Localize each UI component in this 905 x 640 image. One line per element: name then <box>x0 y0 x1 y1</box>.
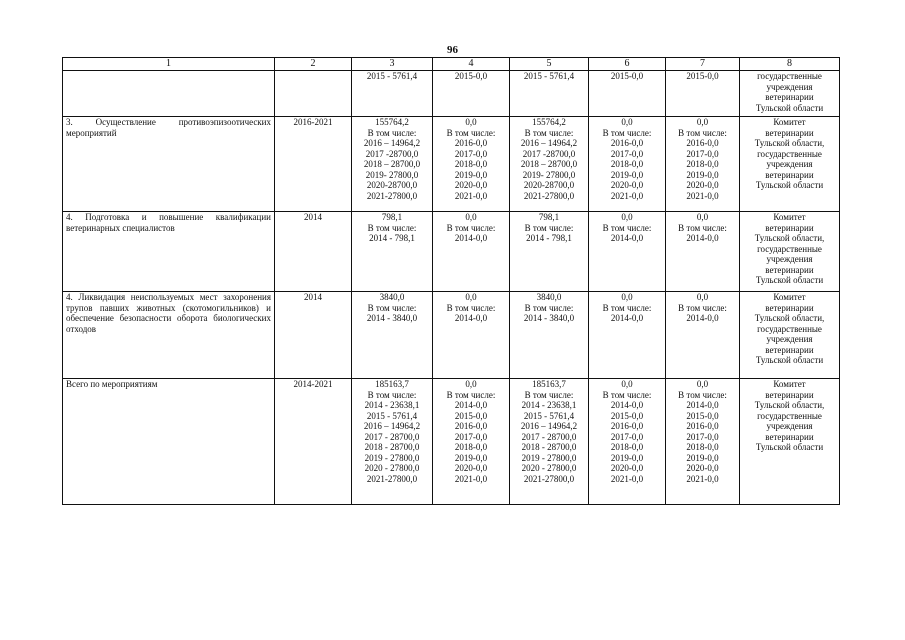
column-header: 1 <box>63 58 275 71</box>
total-cell <box>352 379 433 505</box>
cell-line: ветеринарии <box>765 127 814 138</box>
cell-line: В том числе: <box>524 389 574 400</box>
municipal-cell <box>589 379 666 505</box>
cell-line: В том числе: <box>446 127 496 138</box>
executor-cell <box>740 379 840 505</box>
federal-cell <box>433 212 510 292</box>
cell-line: 2016-0,0 <box>454 421 488 431</box>
activity-name-cell: 4. Подготовка и повышение квалификации ветеринарных специалистов <box>63 212 275 292</box>
header-row <box>63 58 840 71</box>
cell-line: 2016 – 14964,2 <box>520 421 578 431</box>
total-cell <box>352 292 433 379</box>
federal-cell <box>433 117 510 212</box>
cell-line: 185163,7 <box>532 379 566 389</box>
cell-line: 2017-0,0 <box>610 431 644 442</box>
cell-line: 2018-0,0 <box>686 442 719 452</box>
cell-line: 0,0 <box>621 117 633 127</box>
cell-line: 2016 – 14964,2 <box>363 138 421 148</box>
cell-line: 798,1 <box>381 212 403 222</box>
other-cell <box>666 379 740 505</box>
cell-line: 2019-0,0 <box>454 169 488 180</box>
cell-line: 0,0 <box>696 212 709 222</box>
cell-line: 2017-0,0 <box>686 148 719 159</box>
cell-line: 2020-0,0 <box>610 463 644 473</box>
cell-line: 0,0 <box>696 379 709 389</box>
period-cell: 2014 <box>275 212 352 292</box>
cell-line: В том числе: <box>678 222 727 233</box>
cell-line: 2019-0,0 <box>610 169 644 180</box>
cell-line: 2016-0,0 <box>610 138 644 148</box>
cell-line: 2018 - 28700,0 <box>364 442 420 452</box>
executor-cell <box>740 292 840 379</box>
cell-line: ветеринарии <box>765 344 814 355</box>
cell-line: 2016 – 14964,2 <box>520 138 578 148</box>
cell-line: 2019- 27800,0 <box>365 169 419 180</box>
cell-line: 2014-0,0 <box>610 313 644 323</box>
cell-line: 2020-0,0 <box>454 463 488 473</box>
cell-line: 2019-0,0 <box>610 452 644 463</box>
cell-line: 0,0 <box>621 212 633 222</box>
cell-line: 2014 - 23638,1 <box>364 400 420 410</box>
cell-line: учреждения <box>766 254 813 264</box>
other-cell <box>666 292 740 379</box>
total-cell <box>352 71 433 117</box>
cell-line: 185163,7 <box>375 379 409 389</box>
cell-line: 2018-0,0 <box>610 159 644 169</box>
cell-line: Тульской области <box>755 102 824 113</box>
cell-line: учреждения <box>766 159 813 169</box>
cell-line: 2014 - 3840,0 <box>523 313 575 323</box>
cell-line: 2014-0,0 <box>610 400 644 410</box>
cell-line: 2014 - 798,1 <box>526 233 572 243</box>
executor-cell <box>740 117 840 212</box>
cell-line: 2021-0,0 <box>610 190 644 201</box>
cell-line: 2018 – 28700,0 <box>520 159 578 169</box>
cell-line: В том числе: <box>602 302 652 313</box>
table-body <box>63 71 840 505</box>
cell-line: 2018-0,0 <box>610 442 644 452</box>
cell-line: 2014 - 23638,1 <box>521 400 577 410</box>
municipal-cell <box>589 117 666 212</box>
regional-cell <box>510 117 589 212</box>
cell-line: 0,0 <box>621 292 633 302</box>
cell-line: 0,0 <box>621 379 633 389</box>
regional-cell <box>510 71 589 117</box>
cell-line: ветеринарии <box>765 302 814 313</box>
table-row <box>63 292 840 379</box>
federal-cell <box>433 71 510 117</box>
cell-line: ветеринарии <box>765 169 814 180</box>
cell-line: 2014-0,0 <box>454 313 488 323</box>
activity-name-cell: 3. Осуществление противоэпизоотических мероприятий <box>63 117 275 212</box>
federal-cell <box>433 379 510 505</box>
cell-line: 2017 - 28700,0 <box>521 431 577 442</box>
column-header: 2 <box>275 58 352 71</box>
cell-line: 2015-0,0 <box>686 71 719 81</box>
regional-cell <box>510 379 589 505</box>
cell-line: 2021-0,0 <box>454 190 488 201</box>
regional-cell <box>510 292 589 379</box>
cell-line: 2014-0,0 <box>686 400 719 410</box>
cell-line: В том числе: <box>602 222 652 233</box>
cell-line: В том числе: <box>524 302 574 313</box>
total-cell <box>352 117 433 212</box>
period-cell <box>275 71 352 117</box>
cell-line: 2019 - 27800,0 <box>521 452 577 463</box>
cell-line: Тульской области, <box>754 313 825 323</box>
cell-line: 2021-27800,0 <box>523 473 575 484</box>
table-row <box>63 71 840 117</box>
cell-line: 2019 - 27800,0 <box>364 452 420 463</box>
municipal-cell <box>589 212 666 292</box>
cell-line: 2014-0,0 <box>610 233 644 243</box>
cell-line: 2020 - 27800,0 <box>521 463 577 473</box>
other-cell <box>666 212 740 292</box>
cell-line: 2021-27800,0 <box>366 473 418 484</box>
cell-line: 2021-0,0 <box>610 473 644 484</box>
cell-line: В том числе: <box>602 389 652 400</box>
cell-line: 0,0 <box>465 212 477 222</box>
cell-line: 2020-0,0 <box>686 180 719 190</box>
federal-cell <box>433 292 510 379</box>
cell-line: 3840,0 <box>536 292 562 302</box>
cell-line: 2017-0,0 <box>686 431 719 442</box>
cell-line: В том числе: <box>367 222 417 233</box>
cell-line: 2020-0,0 <box>454 180 488 190</box>
cell-line: В том числе: <box>446 389 496 400</box>
cell-line: Тульской области <box>755 442 824 452</box>
column-header: 7 <box>666 58 740 71</box>
cell-line: Тульской области <box>755 355 824 365</box>
cell-line: 0,0 <box>465 379 477 389</box>
cell-line: 2014-0,0 <box>686 313 719 323</box>
cell-line: 2017-0,0 <box>610 148 644 159</box>
other-cell <box>666 117 740 212</box>
cell-line: Комитет <box>773 117 806 127</box>
cell-line: В том числе: <box>446 302 496 313</box>
executor-cell <box>740 212 840 292</box>
cell-line: 2021-27800,0 <box>523 190 575 201</box>
cell-line: 155764,2 <box>375 117 409 127</box>
cell-line: Комитет <box>773 379 806 389</box>
cell-line: 2020-0,0 <box>610 180 644 190</box>
table-row <box>63 212 840 292</box>
cell-line: 2019-0,0 <box>454 452 488 463</box>
column-header: 3 <box>352 58 433 71</box>
cell-line: 2014-0,0 <box>454 233 488 243</box>
cell-line: 2015-0,0 <box>610 410 644 421</box>
cell-line: 2015-0,0 <box>454 71 488 81</box>
cell-line: В том числе: <box>367 302 417 313</box>
cell-line: 0,0 <box>465 292 477 302</box>
cell-line: учреждения <box>766 81 813 92</box>
cell-line: 2020-28700,0 <box>366 180 418 190</box>
cell-line: ветеринарии <box>765 431 814 442</box>
cell-line: В том числе: <box>446 222 496 233</box>
cell-line: 2020-0,0 <box>686 463 719 473</box>
cell-line: государственные <box>757 410 822 421</box>
table-row <box>63 117 840 212</box>
cell-line: В том числе: <box>678 127 727 138</box>
cell-line: 2016-0,0 <box>686 421 719 431</box>
activity-name-cell: 4. Ликвидация неиспользуемых мест захоронения трупов павших животных (скотомогильников) и обеспечение безопасности оборота биологических отходов <box>63 292 275 379</box>
cell-line: Тульской области <box>755 180 824 190</box>
cell-line: 2017 -28700,0 <box>365 148 419 159</box>
cell-line: 2019- 27800,0 <box>522 169 576 180</box>
cell-line: 2014 - 798,1 <box>369 233 415 243</box>
period-cell: 2016-2021 <box>275 117 352 212</box>
cell-line: 2021-27800,0 <box>366 190 418 201</box>
column-header: 4 <box>433 58 510 71</box>
cell-line: 2016 – 14964,2 <box>363 421 421 431</box>
cell-line: 2020-28700,0 <box>523 180 575 190</box>
column-header: 8 <box>740 58 840 71</box>
cell-line: 2016-0,0 <box>610 421 644 431</box>
cell-line: 0,0 <box>465 117 477 127</box>
cell-line: 798,1 <box>538 212 560 222</box>
total-cell <box>352 212 433 292</box>
cell-line: государственные <box>757 243 822 254</box>
column-header: 5 <box>510 58 589 71</box>
cell-line: ветеринарии <box>765 222 814 233</box>
cell-line: В том числе: <box>524 127 574 138</box>
cell-line: 2018 – 28700,0 <box>363 159 421 169</box>
cell-line: государственные <box>757 71 822 81</box>
cell-line: учреждения <box>766 334 813 344</box>
cell-line: 2018-0,0 <box>454 442 488 452</box>
cell-line: 2016-0,0 <box>686 138 719 148</box>
executor-cell <box>740 71 840 117</box>
cell-line: 2015 - 5761,4 <box>523 71 575 81</box>
cell-line: 2021-0,0 <box>454 473 488 484</box>
activity-name-cell <box>63 71 275 117</box>
cell-line: 2014 - 3840,0 <box>366 313 418 323</box>
cell-line: В том числе: <box>367 389 417 400</box>
cell-line: Тульской области <box>755 275 824 285</box>
cell-line: 2020 - 27800,0 <box>364 463 420 473</box>
cell-line: В том числе: <box>678 302 727 313</box>
activity-name-cell: Всего по мероприятиям <box>63 379 275 505</box>
cell-line: Тульской области, <box>754 233 825 243</box>
cell-line: Комитет <box>773 292 806 302</box>
cell-line: 3840,0 <box>379 292 405 302</box>
other-cell <box>666 71 740 117</box>
cell-line: Комитет <box>773 212 806 222</box>
cell-line: 2019-0,0 <box>686 452 719 463</box>
cell-line: 2021-0,0 <box>686 473 719 484</box>
period-cell: 2014 <box>275 292 352 379</box>
cell-line: 2015-0,0 <box>686 410 719 421</box>
cell-line: 2017 -28700,0 <box>522 148 576 159</box>
cell-line: 2015 - 5761,4 <box>523 410 575 421</box>
cell-line: 2015 - 5761,4 <box>366 410 418 421</box>
cell-line: 0,0 <box>696 117 709 127</box>
cell-line: 2015 - 5761,4 <box>366 71 418 81</box>
cell-line: 2017-0,0 <box>454 431 488 442</box>
cell-line: 2018 - 28700,0 <box>521 442 577 452</box>
cell-line: 2015-0,0 <box>454 410 488 421</box>
page-number: 96 <box>447 44 458 56</box>
cell-line: В том числе: <box>524 222 574 233</box>
municipal-cell <box>589 71 666 117</box>
cell-line: государственные <box>757 323 822 334</box>
cell-line: 2016-0,0 <box>454 138 488 148</box>
cell-line: ветеринарии <box>765 264 814 275</box>
cell-line: 155764,2 <box>532 117 566 127</box>
municipal-cell <box>589 292 666 379</box>
cell-line: Тульской области, <box>754 400 825 410</box>
cell-line: 0,0 <box>696 292 709 302</box>
column-header: 6 <box>589 58 666 71</box>
cell-line: 2015-0,0 <box>610 71 644 81</box>
period-cell: 2014-2021 <box>275 379 352 505</box>
cell-line: государственные <box>757 148 822 159</box>
cell-line: 2021-0,0 <box>686 190 719 201</box>
regional-cell <box>510 212 589 292</box>
cell-line: Тульской области, <box>754 138 825 148</box>
cell-line: 2017 - 28700,0 <box>364 431 420 442</box>
program-table <box>62 57 840 505</box>
cell-line: 2014-0,0 <box>686 233 719 243</box>
cell-line: В том числе: <box>367 127 417 138</box>
cell-line: учреждения <box>766 421 813 431</box>
cell-line: ветеринарии <box>765 92 814 102</box>
cell-line: 2017-0,0 <box>454 148 488 159</box>
cell-line: В том числе: <box>602 127 652 138</box>
table-row <box>63 379 840 505</box>
cell-line: 2018-0,0 <box>454 159 488 169</box>
cell-line: В том числе: <box>678 389 727 400</box>
cell-line: 2019-0,0 <box>686 169 719 180</box>
cell-line: ветеринарии <box>765 389 814 400</box>
cell-line: 2014-0,0 <box>454 400 488 410</box>
cell-line: 2018-0,0 <box>686 159 719 169</box>
